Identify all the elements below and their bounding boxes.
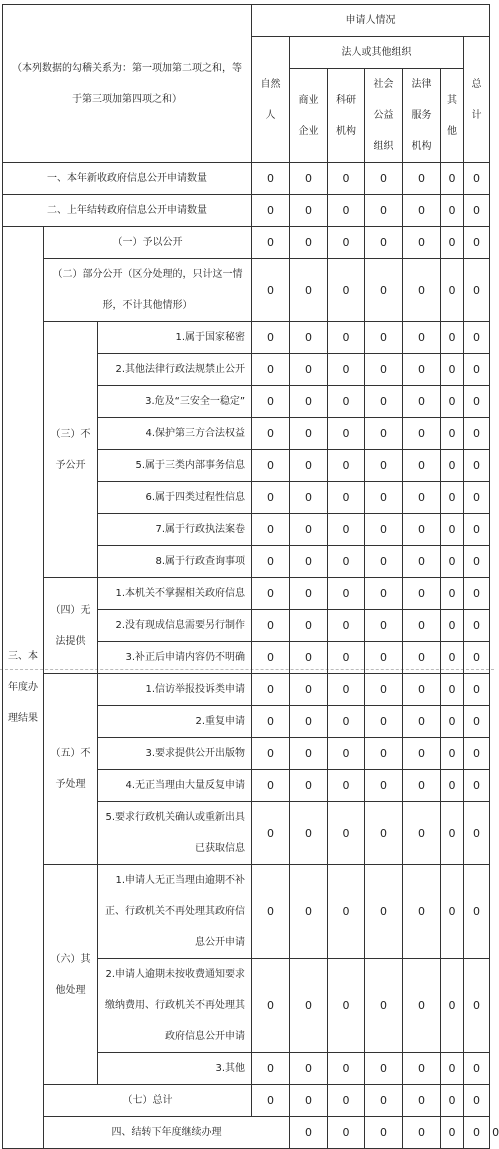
cell: 0	[464, 259, 490, 322]
cell: 0	[290, 674, 328, 706]
cell: 0	[464, 706, 490, 738]
cell: 0	[252, 163, 290, 195]
cell: 0	[252, 418, 290, 450]
cell: 0	[441, 322, 464, 354]
row-label: 二、上年结转政府信息公开申请数量	[3, 195, 252, 227]
table-row	[3, 674, 490, 706]
cell: 0	[328, 865, 365, 959]
cell: 0	[403, 418, 441, 450]
total-header: 总计	[464, 37, 490, 163]
cell: 0	[365, 674, 403, 706]
cell: 0	[328, 959, 365, 1053]
cell: 0	[290, 770, 328, 802]
cell: 0	[403, 322, 441, 354]
group-3-label: （三）不予公开	[44, 322, 98, 578]
cell: 0	[365, 738, 403, 770]
row-label: 3.要求提供公开出版物	[98, 738, 252, 770]
cell: 0	[365, 802, 403, 865]
cell: 0	[290, 227, 328, 259]
cell: 0	[464, 386, 490, 418]
cell: 0	[403, 227, 441, 259]
cell: 0	[403, 1085, 441, 1117]
cell: 0	[464, 578, 490, 610]
cell: 0	[365, 578, 403, 610]
cell: 0	[328, 770, 365, 802]
cell: 0	[441, 259, 464, 322]
cell: 0	[464, 610, 490, 642]
table-row	[3, 163, 490, 195]
cell: 0	[403, 195, 441, 227]
cell: 0	[365, 227, 403, 259]
cell: 0	[290, 1053, 328, 1085]
cell: 0	[403, 802, 441, 865]
cell: 0	[290, 1117, 328, 1149]
cell: 0	[290, 386, 328, 418]
cell: 0	[252, 354, 290, 386]
cell: 0	[252, 227, 290, 259]
row-label: 8.属于行政查询事项	[98, 546, 252, 578]
cell: 0	[365, 959, 403, 1053]
cell: 0	[328, 706, 365, 738]
row-label: 5.要求行政机关确认或重新出具已获取信息	[98, 802, 252, 865]
cell: 0	[365, 1117, 403, 1149]
table-row	[3, 865, 490, 959]
cell: 0	[441, 802, 464, 865]
row-label: 2.没有现成信息需要另行制作	[98, 610, 252, 642]
cell: 0	[252, 674, 290, 706]
other-header: 其他	[441, 69, 464, 163]
cell: 0	[441, 738, 464, 770]
cell: 0	[252, 450, 290, 482]
row-label: 2.重复申请	[98, 706, 252, 738]
cell: 0	[290, 546, 328, 578]
cell: 0	[365, 770, 403, 802]
cell: 0	[441, 514, 464, 546]
cell: 0	[252, 1085, 290, 1117]
row-label: （二）部分公开（区分处理的，只计这一情形，不计其他情形）	[44, 259, 252, 322]
cell: 0	[290, 802, 328, 865]
cell: 0	[290, 354, 328, 386]
applicant-status-header: 申请人情况	[252, 5, 490, 37]
cell: 0	[252, 546, 290, 578]
cell: 0	[441, 865, 464, 959]
row-label: 3.危及“三安全一稳定”	[98, 386, 252, 418]
cell: 0	[441, 959, 464, 1053]
cell: 0	[403, 514, 441, 546]
cell: 0	[365, 259, 403, 322]
cell: 0	[290, 642, 328, 674]
cell: 0	[464, 1117, 490, 1149]
cell: 0	[441, 227, 464, 259]
cell: 0	[252, 514, 290, 546]
cell: 0	[252, 386, 290, 418]
cell: 0	[252, 770, 290, 802]
cell: 0	[365, 354, 403, 386]
row-label: 7.属于行政执法案卷	[98, 514, 252, 546]
cell: 0	[328, 450, 365, 482]
row-label: 5.属于三类内部事务信息	[98, 450, 252, 482]
cell: 0	[464, 738, 490, 770]
row-label: 1.申请人无正当理由逾期不补正、行政机关不再处理其政府信息公开申请	[98, 865, 252, 959]
cell: 0	[403, 642, 441, 674]
cell: 0	[464, 163, 490, 195]
cell: 0	[403, 546, 441, 578]
table-row	[3, 1085, 490, 1117]
cell: 0	[252, 322, 290, 354]
cell: 0	[464, 642, 490, 674]
cell: 0	[403, 770, 441, 802]
cell: 0	[328, 482, 365, 514]
cell: 0	[464, 322, 490, 354]
cell: 0	[464, 195, 490, 227]
cell: 0	[252, 738, 290, 770]
cell: 0	[252, 259, 290, 322]
table-row	[3, 322, 490, 354]
cell: 0	[403, 959, 441, 1053]
cell: 0	[365, 195, 403, 227]
gov-info-disclosure-table	[2, 4, 499, 1149]
cell: 0	[365, 1085, 403, 1117]
cell: 0	[252, 865, 290, 959]
cell: 0	[441, 546, 464, 578]
cell: 0	[252, 706, 290, 738]
table-row	[3, 578, 490, 610]
cell: 0	[328, 1085, 365, 1117]
cell: 0	[441, 354, 464, 386]
cell: 0	[464, 802, 490, 865]
cell: 0	[441, 674, 464, 706]
cell: 0	[365, 450, 403, 482]
cell: 0	[290, 738, 328, 770]
cell: 0	[441, 386, 464, 418]
cell: 0	[290, 865, 328, 959]
cell: 0	[403, 674, 441, 706]
row-label: 2.申请人逾期未按收费通知要求缴纳费用、行政机关不再处理其政府信息公开申请	[98, 959, 252, 1053]
row-label: 3.补正后申请内容仍不明确	[98, 642, 252, 674]
row-label: 1.本机关不掌握相关政府信息	[98, 578, 252, 610]
cell: 0	[328, 195, 365, 227]
row-label: （七）总计	[44, 1085, 252, 1117]
cell: 0	[290, 195, 328, 227]
row-label: 4.保护第三方合法权益	[98, 418, 252, 450]
row-label: 一、本年新收政府信息公开申请数量	[3, 163, 252, 195]
row-label: 2.其他法律行政法规禁止公开	[98, 354, 252, 386]
cell: 0	[464, 546, 490, 578]
cell: 0	[464, 770, 490, 802]
cell: 0	[365, 642, 403, 674]
table-row	[3, 259, 490, 322]
cell: 0	[365, 482, 403, 514]
cell: 0	[365, 418, 403, 450]
table-note: （本列数据的勾稽关系为：第一项加第二项之和，等于第三项加第四项之和）	[3, 5, 252, 163]
cell: 0	[441, 163, 464, 195]
cell: 0	[252, 482, 290, 514]
cell: 0	[290, 1085, 328, 1117]
cell: 0	[328, 546, 365, 578]
cell: 0	[365, 706, 403, 738]
cell: 0	[328, 386, 365, 418]
cell: 0	[403, 706, 441, 738]
section-3-label: 三、本年度办理结果	[3, 227, 44, 1149]
cell: 0	[290, 514, 328, 546]
cell: 0	[328, 418, 365, 450]
public-welfare-header: 社会公益组织	[365, 69, 403, 163]
cell: 0	[365, 386, 403, 418]
research-header: 科研机构	[328, 69, 365, 163]
cell: 0	[328, 1117, 365, 1149]
group-5-label: （五）不予处理	[44, 674, 98, 865]
cell: 0	[441, 450, 464, 482]
cell: 0	[441, 578, 464, 610]
row-label: 1.信访举报投诉类申请	[98, 674, 252, 706]
cell: 0	[441, 195, 464, 227]
cell: 0	[464, 1053, 490, 1085]
cell: 0	[290, 322, 328, 354]
cell: 0	[290, 163, 328, 195]
cell: 0	[365, 322, 403, 354]
cell: 0	[464, 1085, 490, 1117]
cell: 0	[403, 865, 441, 959]
cell: 0	[464, 865, 490, 959]
cell: 0	[290, 418, 328, 450]
cell: 0	[290, 259, 328, 322]
cell: 0	[328, 642, 365, 674]
cell: 0	[328, 227, 365, 259]
cell: 0	[441, 610, 464, 642]
cell: 0	[441, 418, 464, 450]
cell: 0	[441, 642, 464, 674]
commercial-header: 商业企业	[290, 69, 328, 163]
cell: 0	[464, 959, 490, 1053]
cell: 0	[403, 610, 441, 642]
legal-service-header: 法律服务机构	[403, 69, 441, 163]
cell: 0	[441, 1085, 464, 1117]
cell: 0	[464, 354, 490, 386]
cell: 0	[252, 1053, 290, 1085]
cell: 0	[403, 738, 441, 770]
cell: 0	[328, 163, 365, 195]
cell: 0	[441, 1117, 464, 1149]
cell: 0	[403, 354, 441, 386]
cell: 0	[464, 514, 490, 546]
table-row	[3, 195, 490, 227]
cell: 0	[328, 738, 365, 770]
cell: 0	[403, 259, 441, 322]
cell: 0	[365, 1053, 403, 1085]
cell: 0	[252, 959, 290, 1053]
cell: 0	[252, 578, 290, 610]
cell: 0	[328, 610, 365, 642]
cell: 0	[464, 450, 490, 482]
natural-person-header: 自然人	[252, 37, 290, 163]
group-6-label: （六）其他处理	[44, 865, 98, 1085]
cell: 0	[403, 1117, 441, 1149]
cell: 0	[252, 642, 290, 674]
row-label: 3.其他	[98, 1053, 252, 1085]
cell: 0	[252, 802, 290, 865]
cell: 0	[252, 195, 290, 227]
cell: 0	[328, 802, 365, 865]
row-label: 4.无正当理由大量反复申请	[98, 770, 252, 802]
cell: 0	[403, 578, 441, 610]
cell: 0	[290, 959, 328, 1053]
cell: 0	[290, 706, 328, 738]
cell: 0	[365, 514, 403, 546]
cell: 0	[328, 322, 365, 354]
cell: 0	[328, 578, 365, 610]
cell: 0	[464, 674, 490, 706]
cell: 0	[328, 259, 365, 322]
cell: 0	[403, 482, 441, 514]
cell: 0	[441, 482, 464, 514]
cell: 0	[403, 386, 441, 418]
cell: 0	[441, 770, 464, 802]
cell: 0	[328, 674, 365, 706]
cell: 0	[328, 514, 365, 546]
legal-group-header: 法人或其他组织	[290, 37, 464, 69]
table-row: 四、结转下年度继续办理 0 0 0 0 0 0 0	[3, 1117, 490, 1149]
cell: 0	[403, 163, 441, 195]
cell: 0	[464, 482, 490, 514]
cell: 0	[365, 163, 403, 195]
row-label: （一）予以公开	[44, 227, 252, 259]
cell: 0	[464, 227, 490, 259]
cell: 0	[464, 418, 490, 450]
group-4-label: （四）无法提供	[44, 578, 98, 674]
cell: 0	[365, 546, 403, 578]
cell: 0	[290, 450, 328, 482]
cell: 0	[252, 610, 290, 642]
cell: 0	[328, 354, 365, 386]
cell: 0	[365, 610, 403, 642]
cell: 0	[403, 450, 441, 482]
cell: 0	[441, 706, 464, 738]
cell: 0	[365, 865, 403, 959]
row-label: 1.属于国家秘密	[98, 322, 252, 354]
row-label: 四、结转下年度继续办理	[44, 1117, 290, 1149]
cell: 0	[290, 610, 328, 642]
cell: 0	[290, 578, 328, 610]
cell: 0	[403, 1053, 441, 1085]
table-row	[3, 227, 490, 259]
cell: 0	[328, 1053, 365, 1085]
cell: 0	[290, 482, 328, 514]
cell: 0	[441, 1053, 464, 1085]
row-label: 6.属于四类过程性信息	[98, 482, 252, 514]
